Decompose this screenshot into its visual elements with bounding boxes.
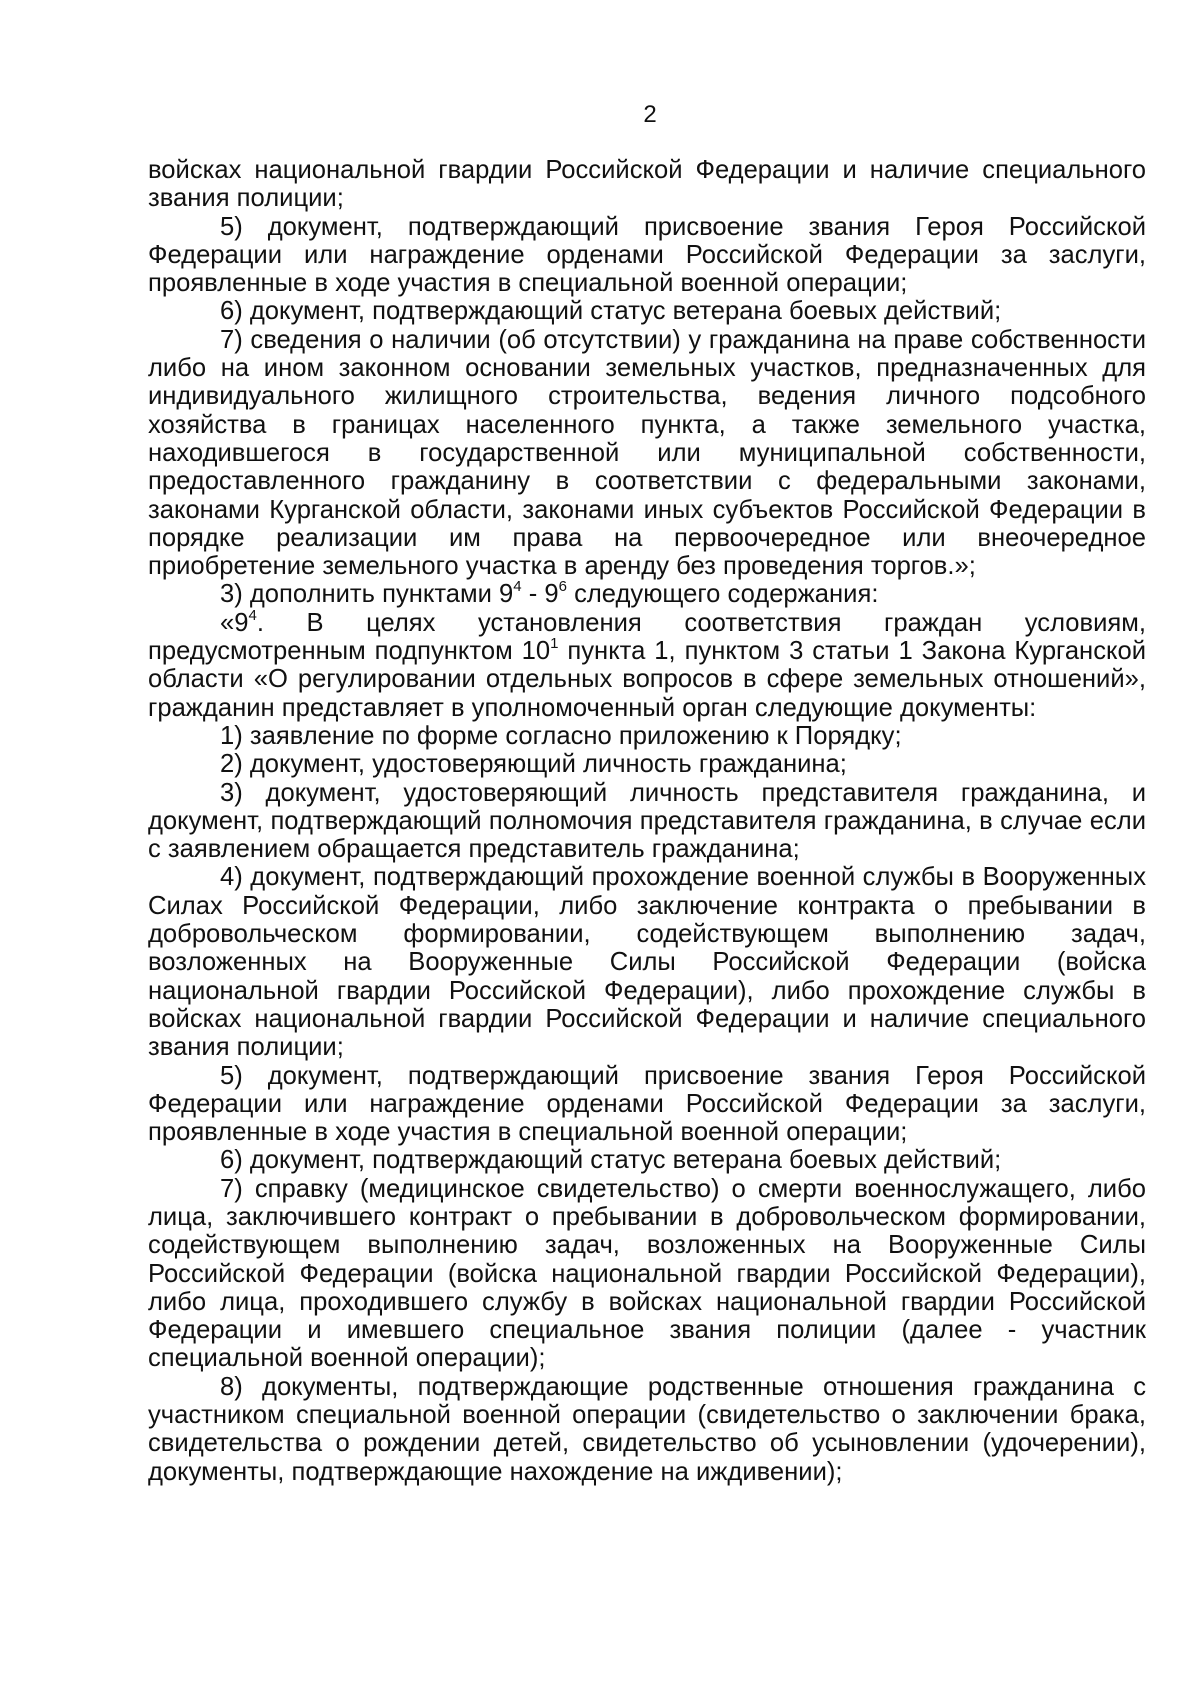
list-item-7: 7) справку (медицинское свидетельство) о смерти военнослужащего, либо лица, заключившего контракт о пребывании в добровольческом формировании, содействующем выполнению задач, возложенных на Вооруженные Силы Российской Федерации (войска национальной гвардии Российской Федерации), либо лица, проходившего службу в войсках национальной гвардии Российской Федерации и имевшего специальное звания полиции (далее - участник специальной военной операции); (148, 1174, 1146, 1373)
list-item-3: 3) документ, удостоверяющий личность представителя гражданина, и документ, подтверждающий полномочия представителя гражданина, в случае если с заявлением обращается представитель гражданина; (148, 778, 1146, 864)
clause-text: . В целях установления соответствия граждан условиям, предусмотренным подпунктом 10 (148, 608, 1146, 666)
list-item-6: 6) документ, подтверждающий статус ветерана боевых действий; (220, 297, 1002, 326)
amendment-text: следующего содержания: (566, 580, 879, 609)
amendment-text: - 9 (521, 580, 559, 609)
list-item-4: 4) документ, подтверждающий прохождение военной службы в Вооруженных Силах Российской Федерации, либо заключение контракта о пребывании в добровольческом формировании, содействующем выполнению задач, возложенных на Вооруженные Силы Российской Федерации (войска национальной гвардии Российской Федерации), либо прохождение службы в войсках национальной гвардии Российской Федерации и наличие специального звания полиции; (148, 863, 1146, 1062)
clause-9-4-paragraph (148, 606, 1147, 722)
superscript: 1 (550, 635, 559, 653)
list-item-1: 1) заявление по форме согласно приложению к Порядку; (220, 721, 902, 750)
superscript: 4 (513, 578, 522, 596)
continued-paragraph: войсках национальной гвардии Российской Федерации и наличие специального звания полиции; (148, 156, 1146, 213)
page-number: 2 (643, 101, 657, 128)
list-item-8: 8) документы, подтверждающие родственные отношения гражданина с участником специальной военной операции (свидетельство о заключении брака, свидетельства о рождении детей, свидетельство об усыновлении (удочерении), документы, подтверждающие нахождение на иждивении); (148, 1372, 1146, 1486)
list-item-5: 5) документ, подтверждающий присвоение звания Героя Российской Федерации или награждение орденами Российской Федерации за заслуги, проявленные в ходе участия в специальной военной операции; (148, 212, 1146, 298)
list-item-7: 7) сведения о наличии (об отсутствии) у гражданина на праве собственности либо на ином законном основании земельных участков, предназначенных для индивидуального жилищного строительства, ведения личного подсобного хозяйства в границах населенного пункта, а также земельного участка, находившегося в государственной или муниципальной собственности, предоставленного гражданину в соответствии с федеральными законами, законами Курганской области, законами иных субъектов Российской Федерации в порядке реализации им права на первоочередное или внеочередное приобретение земельного участка в аренду без проведения торгов.»; (148, 325, 1146, 581)
amendment-text: 3) дополнить пунктами 9 (220, 580, 514, 609)
superscript: 6 (558, 578, 567, 596)
list-item-6: 6) документ, подтверждающий статус ветерана боевых действий; (220, 1146, 1002, 1175)
list-item-5: 5) документ, подтверждающий присвоение звания Героя Российской Федерации или награждение орденами Российской Федерации за заслуги, проявленные в ходе участия в специальной военной операции; (148, 1061, 1146, 1147)
clause-text: «9 (220, 608, 249, 637)
superscript: 4 (248, 606, 257, 624)
list-item-2: 2) документ, удостоверяющий личность гражданина; (220, 750, 847, 779)
amendment-paragraph (148, 580, 1146, 608)
clause-text: пункта 1, пунктом 3 статьи 1 Закона Курганской области «О регулировании отдельных вопросов в сфере земельных отношений», гражданин представляет в уполномоченный орган следующие документы: (148, 637, 1147, 722)
document-body (148, 156, 1146, 1486)
